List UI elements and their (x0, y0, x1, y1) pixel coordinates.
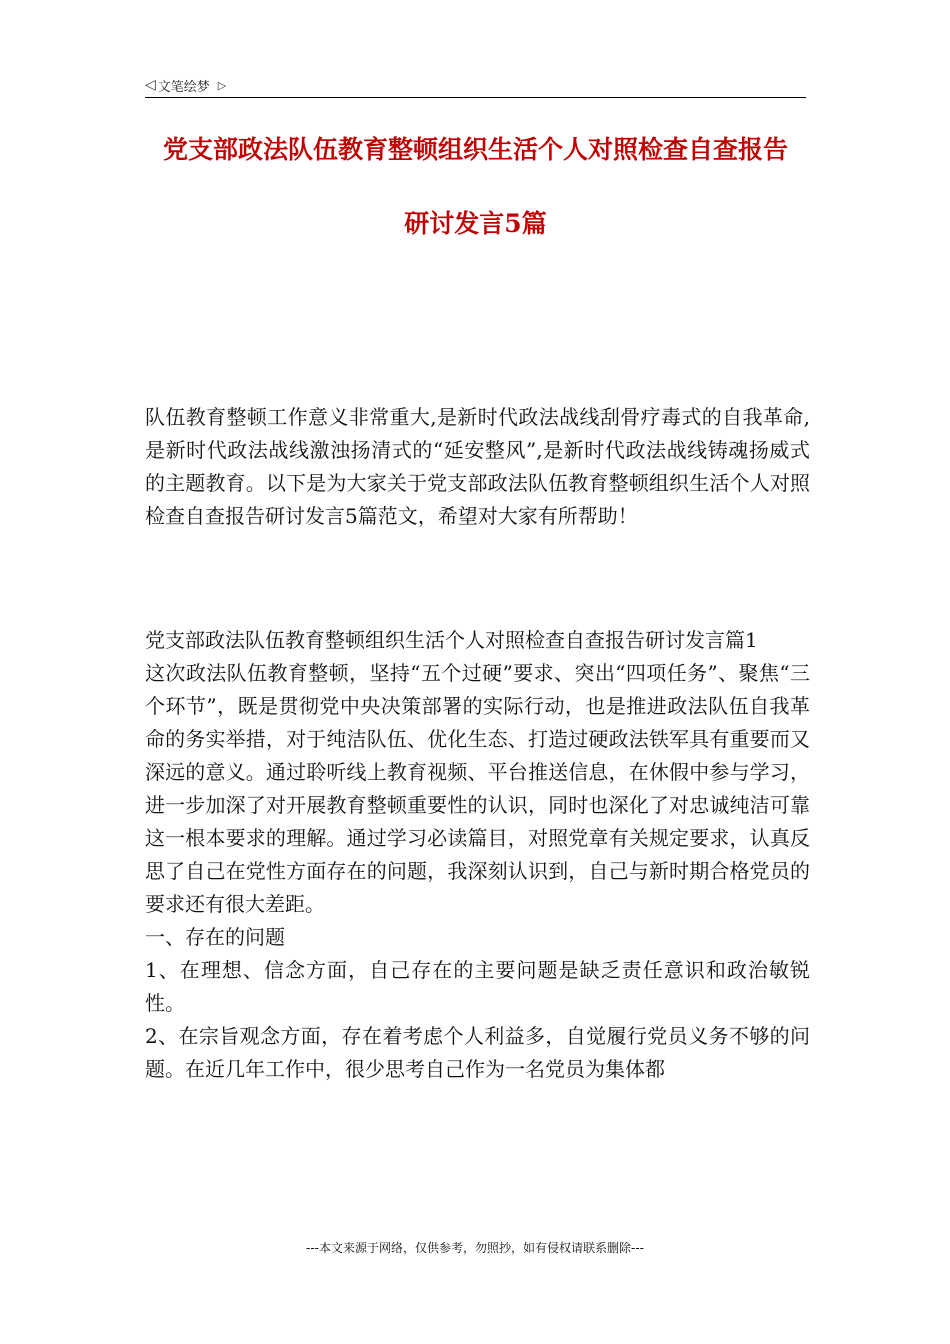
list-item: 1、在理想、信念方面，自己存在的主要问题是缺乏责任意识和政治敏锐性。 (145, 958, 810, 1015)
list-item: 2、在宗旨观念方面，存在着考虑个人利益多，自觉履行党员义务不够的问题。在近几年工作中，很少思考自己作为一名党员为集体都 (145, 1024, 810, 1081)
document-title-line-1: 党支部政法队伍教育整顿组织生活个人对照检查自查报告 (162, 135, 788, 164)
intro-paragraph: 队伍教育整顿工作意义非常重大,是新时代政法战线刮骨疗毒式的自我革命,是新时代政法战线激浊扬清式的“延安整风”,是新时代政法战线铸魂扬威式的主题教育。以下是为大家关于党支部政法队伍教育整顿组织生活个人对照检查自查报告研讨发言5篇范文，希望对大家有所帮助！ (145, 405, 810, 528)
article-heading: 党支部政法队伍教育整顿组织生活个人对照检查自查报告研讨发言篇1 (145, 628, 758, 652)
triangle-right-icon: ▷ (217, 78, 227, 92)
page-footer-disclaimer: ---本文来源于网络，仅供参考，勿照抄，如有侵权请联系删除--- (306, 1241, 644, 1255)
section-heading: 一、存在的问题 (145, 925, 285, 949)
article-body (145, 624, 810, 1086)
document-title-line-2: 研讨发言5篇 (404, 209, 547, 238)
triangle-left-icon: ◁ (145, 77, 156, 93)
page-header (145, 74, 226, 96)
header-divider (145, 97, 806, 98)
header-brand: 文笔绘梦 (157, 79, 210, 95)
article-paragraph: 这次政法队伍教育整顿，坚持“五个过硬”要求、突出“四项任务”、聚焦“三个环节”，既是贯彻党中央决策部署的实际行动，也是推进政法队伍自我革命的务实举措，对于纯洁队伍、优化生态、打造过硬政法铁军具有重要而又深远的意义。通过聆听线上教育视频、平台推送信息，在休假中参与学习，进一步加深了对开展教育整顿重要性的认识，同时也深化了对忠诚纯洁可靠这一根本要求的理解。通过学习必读篇目，对照党章有关规定要求，认真反思了自己在党性方面存在的问题，我深刻认识到，自己与新时期合格党员的要求还有很大差距。 (145, 661, 810, 916)
